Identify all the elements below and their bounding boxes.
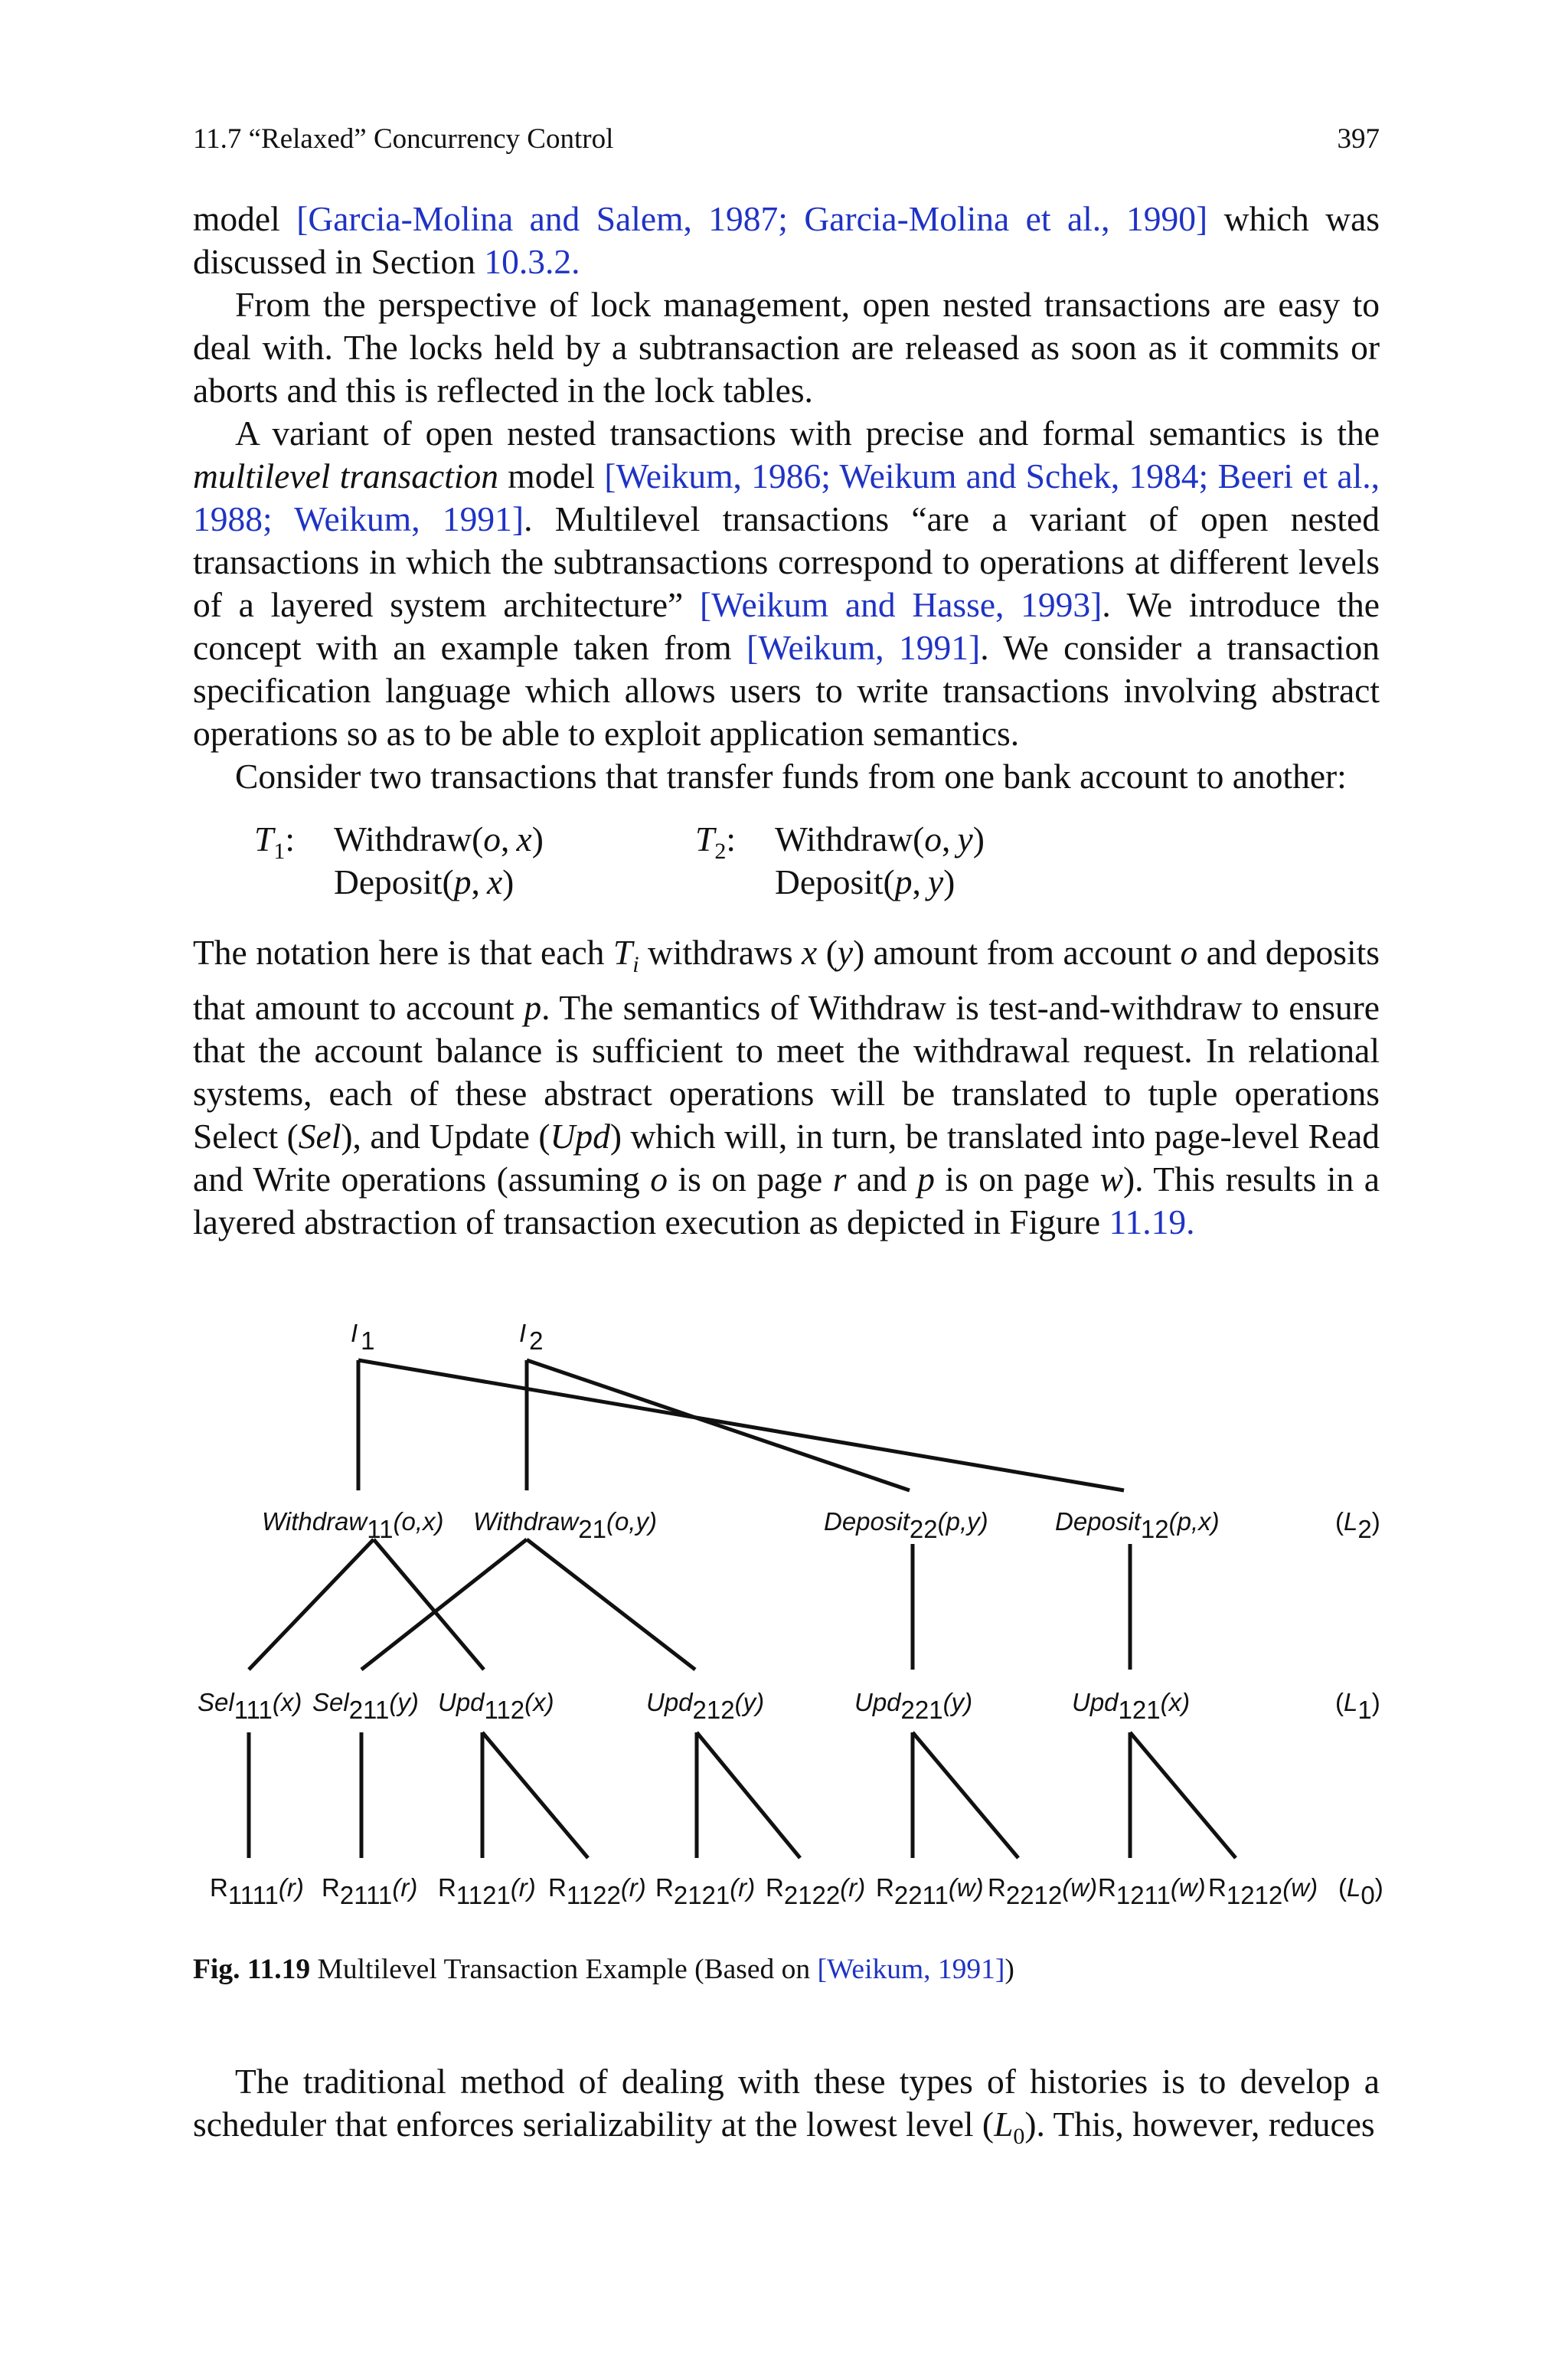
figure-caption: Fig. 11.19 Multilevel Transaction Example (Based on [Weikum, 1991]) bbox=[193, 1954, 1014, 1985]
l0-r-1211: R1211(w) bbox=[1098, 1873, 1206, 1909]
l1-sel-211: Sel211(y) bbox=[312, 1688, 419, 1724]
l2-deposit-12: Deposit12(p,x) bbox=[1055, 1507, 1220, 1543]
t1-op1: Withdraw(o, x) bbox=[334, 819, 544, 859]
figure-link[interactable]: 11.19. bbox=[1109, 1202, 1195, 1242]
edge bbox=[358, 1360, 1124, 1490]
l0-r-2211: R2211(w) bbox=[876, 1873, 984, 1909]
t2-label: $T_2$: bbox=[695, 819, 736, 865]
edge bbox=[374, 1539, 484, 1670]
paragraph-4: Consider two transactions that transfer funds from one bank account to another: bbox=[235, 757, 1347, 796]
l0-r-2111: R2111(r) bbox=[322, 1873, 418, 1909]
t2-op1: Withdraw(o, y) bbox=[775, 819, 985, 859]
figure-label: Fig. 11.19 bbox=[193, 1954, 311, 1985]
edge bbox=[527, 1539, 695, 1670]
edge bbox=[1130, 1732, 1236, 1858]
l0-r-1111: R1111(r) bbox=[210, 1873, 304, 1909]
caption-citation[interactable]: [Weikum, 1991] bbox=[817, 1954, 1005, 1985]
section-title: 11.7 “Relaxed” Concurrency Control bbox=[193, 123, 614, 155]
edge bbox=[361, 1539, 527, 1670]
paragraph-2: From the perspective of lock management, open nested transactions are easy to deal with. The locks held by a subtransaction are released as soon as it commits or aborts and this is reflected in the lock tables. bbox=[193, 285, 1380, 410]
t2-op2: Deposit(p, y) bbox=[775, 862, 956, 901]
l0-r-1121: R1121(r) bbox=[438, 1873, 536, 1909]
level-label-l0: (L0) bbox=[1338, 1873, 1383, 1909]
page-number: 397 bbox=[1337, 123, 1380, 155]
t1-label: $T_1$: bbox=[254, 819, 295, 865]
running-header bbox=[193, 123, 1380, 161]
l0-r-2122: R2122(r) bbox=[766, 1873, 866, 1909]
l0-r-1212: R1212(w) bbox=[1208, 1873, 1318, 1909]
level-label-l1: (L1) bbox=[1335, 1688, 1380, 1724]
l2-deposit-22: Deposit22(p,y) bbox=[824, 1507, 988, 1543]
l0-r-1122: R1122(r) bbox=[548, 1873, 646, 1909]
l1-upd-212: Upd212(y) bbox=[646, 1688, 765, 1724]
edge bbox=[482, 1732, 588, 1858]
l1-upd-221: Upd221(y) bbox=[854, 1688, 973, 1724]
paragraph-1: model [Garcia-Molina and Salem, 1987; Garcia-Molina et al., 1990] which was discussed in Section 10.3.2. bbox=[193, 199, 1380, 281]
l2-withdraw-21: Withdraw21(o,y) bbox=[473, 1507, 657, 1543]
l1-sel-111: Sel111(x) bbox=[198, 1688, 302, 1724]
l0-r-2121: R2121(r) bbox=[655, 1873, 756, 1909]
l1-upd-112: Upd112(x) bbox=[438, 1688, 554, 1724]
diagram-edges bbox=[249, 1360, 1236, 1858]
t1-op2: Deposit(p, x) bbox=[334, 862, 514, 901]
section-link[interactable]: 10.3.2. bbox=[484, 242, 580, 281]
root-i2: I 2 bbox=[519, 1319, 544, 1355]
multilevel-transaction-diagram bbox=[0, 1287, 1568, 1930]
notation-paragraph: The notation here is that each $T_i$ withdraws x (y) amount from account o and deposits that amount to account p. The semantics of Withdraw is test-and-withdraw to ensure that the account balance is sufficient to meet the withdrawal request. In relational systems, each of these abstract operations will be translated to tuple operations Select (Sel), and Update (Upd) which will, in turn, be translated into page-level Read and Write operations (assuming o is on page r and p is on page w). This results in a layered abstraction of transaction execution as depicted in Figure 11.19. bbox=[193, 933, 1380, 1242]
l2-withdraw-11: Withdraw11(o,x) bbox=[262, 1507, 444, 1543]
edge bbox=[527, 1360, 910, 1490]
edge bbox=[697, 1732, 800, 1858]
citation-garcia-molina[interactable]: [Garcia-Molina and Salem, 1987; Garcia-Molina et al., 1990] bbox=[296, 199, 1208, 238]
level-label-l2: (L2) bbox=[1335, 1507, 1380, 1543]
citation-weikum-hasse[interactable]: [Weikum and Hasse, 1993] bbox=[700, 585, 1102, 624]
edge bbox=[249, 1539, 374, 1670]
root-i1: I 1 bbox=[351, 1319, 375, 1355]
body-text bbox=[193, 198, 1380, 1244]
citation-weikum-1991[interactable]: [Weikum, 1991] bbox=[746, 628, 981, 667]
l0-r-2212: R2212(w) bbox=[988, 1873, 1098, 1909]
final-paragraph: The traditional method of dealing with these types of histories is to develop a scheduler that enforces serializability at the lowest level $(L_0)$. This, however, reduces bbox=[193, 2062, 1380, 2150]
citation-weikum-multilevel[interactable]: [Weikum, 1986; Weikum and Schek, 1984; Beeri et al., 1988; Weikum, 1991] bbox=[193, 456, 1380, 538]
l1-upd-121: Upd121(x) bbox=[1072, 1688, 1191, 1724]
transaction-definitions bbox=[193, 818, 1380, 908]
edge bbox=[913, 1732, 1018, 1858]
paragraph-3: A variant of open nested transactions with precise and formal semantics is the multilevel transaction model [Weikum, 1986; Weikum and Schek, 1984; Beeri et al., 1988; Weikum, 1991]. Multilevel transactions “are a variant of open nested transactions in which the subtransactions correspond to operations at different levels of a layered system architecture” [Weikum and Hasse, 1993]. We introduce the concept with an example taken from [Weikum, 1991]. We consider a transaction specification language which allows users to write transactions involving abstract operations so as to be able to exploit application semantics. bbox=[193, 414, 1380, 753]
